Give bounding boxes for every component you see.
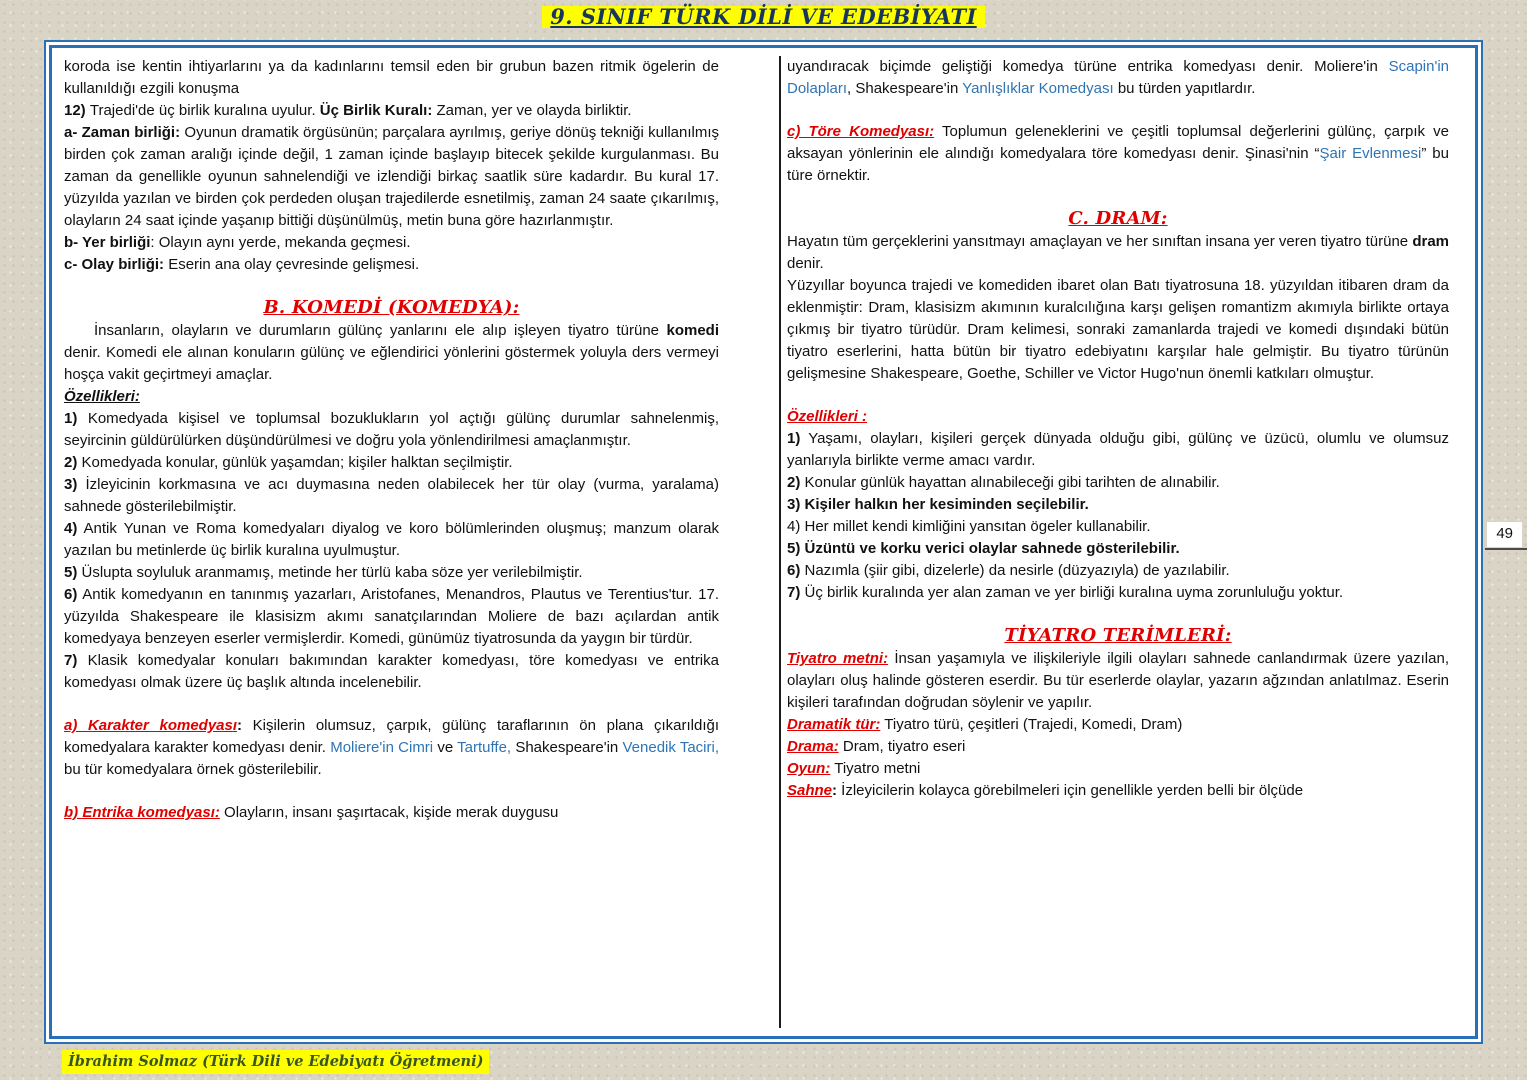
text-run: Konular günlük hayattan alınabileceği gibi tarihten de alınabilir. [800, 474, 1220, 491]
text-run: 7) [787, 584, 801, 601]
text-run: Klasik komedyalar konuları bakımından karakter komedyası, töre komedyası ve entrika komedyası olmak üzere üç başlık altında incelenebilir. [64, 652, 719, 691]
text-run: İzleyicinin korkmasına ve acı duymasına neden olabilecek her tür olay (vurma, yaralama) sahnede gösterilebilmiştir. [64, 476, 719, 515]
paragraph [787, 648, 1449, 714]
term-label: Dramatik tür: [787, 716, 881, 733]
column-divider [779, 56, 781, 1028]
text-run: ” bu türe örnektir. [787, 145, 1449, 184]
content-frame [44, 40, 1483, 1044]
text-run: Üç birlik kuralında yer alan zaman ve yer birliği kuralına uyma zorunluluğu yoktur. [800, 584, 1344, 601]
paragraph [64, 474, 719, 518]
text-run: Dram, tiyatro eseri [838, 738, 966, 755]
text-run: 1) [64, 410, 78, 427]
text-run: Zaman, yer ve olayda birliktir. [432, 102, 632, 119]
text-run: Komedyada kişisel ve toplumsal bozuklukların yol açtığı gülünç durumlar sahnelenmiş, seyircinin güldürülürken düşündürülmesi ve doğru yola yönlendirilmesi amaçlanmıştır. [64, 410, 719, 449]
paragraph [787, 736, 1449, 758]
section-heading [787, 208, 1449, 231]
paragraph [64, 584, 719, 650]
work-title: Venedik Taciri, [622, 739, 719, 756]
text-run: İnsanların, olayların ve durumların gülünç yanlarını ele alıp işleyen tiyatro türüne [94, 322, 667, 339]
paragraph [64, 122, 719, 232]
term-label: Tiyatro metni: [787, 650, 889, 667]
work-title: Şair Evlenmesi [1319, 145, 1422, 162]
paragraph [64, 650, 719, 694]
paragraph [64, 408, 719, 452]
term-label: a) Karakter komedyası [64, 717, 238, 734]
text-run: : [832, 782, 838, 799]
paragraph [787, 406, 1449, 428]
text-run: Hayatın tüm gerçeklerini yansıtmayı amaçlayan ve her sınıftan insana yer veren tiyatro türüne [787, 233, 1413, 250]
work-title: Scapin'in Dolapları [787, 58, 1449, 97]
text-run: Olayların, insanı şaşırtacak, kişide merak duygusu [219, 804, 559, 821]
paragraph [64, 254, 719, 276]
term-label: Drama: [787, 738, 839, 755]
term-label: Oyun: [787, 760, 831, 777]
text-run: Eserin ana olay çevresinde gelişmesi. [164, 256, 420, 273]
paragraph [64, 56, 719, 100]
text-run: 3) [64, 476, 78, 493]
work-title: Moliere'in Cimri [330, 739, 434, 756]
paragraph [787, 428, 1449, 472]
text-run: 5) [64, 564, 78, 581]
text-run: Toplumun geleneklerini ve çeşitli toplumsal değerlerini gülünç, çarpık ve aksayan yönlerinin ele alındığı komedyalara töre komedyası denir. Şinasi'nin “ [787, 123, 1449, 162]
text-run: 6) [787, 562, 801, 579]
paragraph [787, 56, 1449, 100]
paragraph [787, 231, 1449, 275]
paragraph [64, 802, 719, 824]
text-run: denir. Komedi ele alınan konuların gülünç ve eğlendirici yönlerini göstermek yoluyla ders vermeyi hoşça vakit geçirtmeyi amaçlar. [64, 344, 719, 383]
page-title: 9. SINIF TÜRK DİLİ VE EDEBİYATI [542, 6, 984, 28]
text-run: a- Zaman birliği: [64, 124, 181, 141]
text-run: Nazımla (şiir gibi, dizelerle) da nesirle (düzyazıyla) de yazılabilir. [800, 562, 1230, 579]
text-run: Tiyatro türü, çeşitleri (Trajedi, Komedi, Dram) [880, 716, 1183, 733]
text-run: Yüzyıllar boyunca trajedi ve komediden ibaret olan Batı tiyatrosuna 18. yüzyıldan itibaren dram da eklenmiştir: Dram, klasisizm akımının kuralcılığına karşı gelişen romantizm akımıyla birlikte ortaya çıkmış bir tiyatro türüdür. Dram kelimesi, sonraki zamanlarda trajedi ve komedi dışındaki bütün tiyatro eserlerini, hatta bütün bir tiyatro edebiyatını karşılar hale gelmiştir. Bu tiyatro türünün gelişmesine Shakespeare, Goethe, Schiller ve Victor Hugo'nun önemli katkıları olmuştur. [787, 277, 1449, 382]
text-run: dram [1412, 233, 1449, 250]
work-title: Tartuffe, [457, 739, 512, 756]
term-label: c) Töre Komedyası: [787, 123, 935, 140]
content-frame-inner [49, 45, 1478, 1039]
text-run: bu türden yapıtlardır. [1113, 80, 1256, 97]
text-run: denir. [787, 255, 824, 272]
text-run: 12) [64, 102, 90, 119]
section-heading [787, 625, 1449, 648]
text-run: 4) [64, 520, 78, 537]
left-column [64, 56, 719, 1028]
text-run: 2) [64, 454, 78, 471]
section-heading-text: B. KOMEDİ (KOMEDYA): [263, 297, 520, 318]
text-run: komedi [666, 322, 719, 339]
text-run: Trajedi'de üç birlik kuralına uyulur. [89, 102, 320, 119]
section-heading-text: TİYATRO TERİMLERİ: [1004, 625, 1232, 646]
paragraph [64, 232, 719, 254]
page-number: 49 [1487, 522, 1522, 547]
paragraph [787, 494, 1449, 516]
text-run: c- Olay birliği: [64, 256, 165, 273]
paragraph [64, 715, 719, 781]
text-run: Antik komedyanın en tanınmış yazarları, Aristofanes, Menandros, Plautus ve Terentius'tur. 17. yüzyılda Shakespeare ile klasisizm akımı sanatçılarından Moliere de bazı açılardan antik komedyaya benzeyen eserler vermişlerdir. Komedi, günümüz tiyatrosunda da yaygın bir türdür. [64, 586, 719, 647]
text-run: Shakespeare'in [511, 739, 623, 756]
work-title: Yanlışlıklar Komedyası [962, 80, 1114, 97]
text-run: Üç Birlik Kuralı: [319, 102, 433, 119]
text-run: 3) Kişiler halkın her kesiminden seçilebilir. [787, 496, 1089, 513]
text-run: Üslupta soyluluk aranmamış, metinde her türlü kaba söze yer verilebilmiştir. [77, 564, 583, 581]
text-run: 1) [787, 430, 801, 447]
text-run: 7) [64, 652, 78, 669]
paragraph [64, 386, 719, 408]
text-run: İnsan yaşamıyla ve ilişkileriyle ilgili olayları sahnede canlandırmak üzere yazılan, olayları oluş halinde gösteren eserdir. Bu tür eserlerde olaylar, yazarın ağzından anlatılmaz. Eserin kişileri tarafından doğrudan söylenir ve yapılır. [787, 650, 1449, 711]
page-header [0, 6, 1527, 31]
paragraph [787, 538, 1449, 560]
paragraph [787, 758, 1449, 780]
paragraph [787, 275, 1449, 385]
paragraph [64, 320, 719, 386]
text-run: Oyunun dramatik örgüsünün; parçalara ayrılmış, geriye dönüş tekniği kullanılmış birden çok zaman aralığı içinde değil, 1 zaman içinde başlayıp bitecek şekilde kurgulanması. Bu zaman da genellikle oyunun sahnelendiği ve izlendiği birkaç saatlik süre kadardır. Bu kural 17. yüzyılda yazılan ve birden çok perdeden oluşan trajedilerde esnetilmiş, zaman 24 saate çıkarılmış, olayların 24 saat içinde yaşanıp bittiği düşünülmüş, metin buna göre hazırlanmıştır. [64, 124, 719, 229]
paragraph [64, 452, 719, 474]
paragraph [787, 582, 1449, 604]
text-run: uyandıracak biçimde geliştiği komedya türüne entrika komedyası denir. Moliere'in [787, 58, 1389, 75]
text-run: b- Yer birliği [64, 234, 151, 251]
text-run: Yaşamı, olayları, kişileri gerçek dünyada olduğu gibi, gülünç ve üzücü, olumlu ve olumsuz yanlarıyla birlikte verme amacı vardır. [787, 430, 1449, 469]
footer-credit: İbrahim Solmaz (Türk Dili ve Edebiyatı Öğretmeni) [62, 1050, 489, 1074]
term-label: Özellikleri : [787, 408, 868, 425]
paragraph [787, 714, 1449, 736]
text-run: 5) Üzüntü ve korku verici olaylar sahnede gösterilebilir. [787, 540, 1180, 557]
text-run: Kişilerin olumsuz, çarpık, gülünç taraflarının ön plana çıkarıldığı komedyalara karakter komedyası denir. [64, 717, 719, 756]
paragraph [64, 518, 719, 562]
section-heading-text: C. DRAM: [1068, 208, 1168, 229]
paragraph [787, 780, 1449, 802]
text-run: bu tür komedyalara örnek gösterilebilir. [64, 761, 322, 778]
paragraph [64, 562, 719, 584]
term-label: b) Entrika komedyası: [64, 804, 220, 821]
text-run: , Shakespeare'in [847, 80, 963, 97]
text-run: koroda ise kentin ihtiyarlarını ya da kadınlarını temsil eden bir grubun bazen ritmik ögelerin de kullanıldığı ezgili konuşma [64, 58, 719, 97]
paragraph [787, 516, 1449, 538]
text-run: : [237, 717, 253, 734]
text-run: İzleyicilerin kolayca görebilmeleri için genellikle yerden belli bir ölçüde [837, 782, 1304, 799]
term-label: Sahne [787, 782, 833, 799]
right-column [787, 56, 1449, 1028]
text-run: 2) [787, 474, 801, 491]
text-run: : Olayın aynı yerde, mekanda geçmesi. [150, 234, 411, 251]
text-run: 4) Her millet kendi kimliğini yansıtan ögeler kullanabilir. [787, 518, 1151, 535]
text-run: Antik Yunan ve Roma komedyaları diyalog ve koro bölümlerinden oluşmuş; manzum olarak yazılan bu metinlerde üç birlik kuralına uyulmuştur. [64, 520, 719, 559]
paragraph [787, 121, 1449, 187]
text-run: ve [433, 739, 458, 756]
paragraph [787, 560, 1449, 582]
text-run: 6) [64, 586, 78, 603]
section-heading [64, 297, 719, 320]
text-run: Özellikleri: [64, 388, 140, 405]
text-run: Komedyada konular, günlük yaşamdan; kişiler halktan seçilmiştir. [77, 454, 513, 471]
text-run: Tiyatro metni [830, 760, 921, 777]
paragraph [787, 472, 1449, 494]
paragraph [64, 100, 719, 122]
